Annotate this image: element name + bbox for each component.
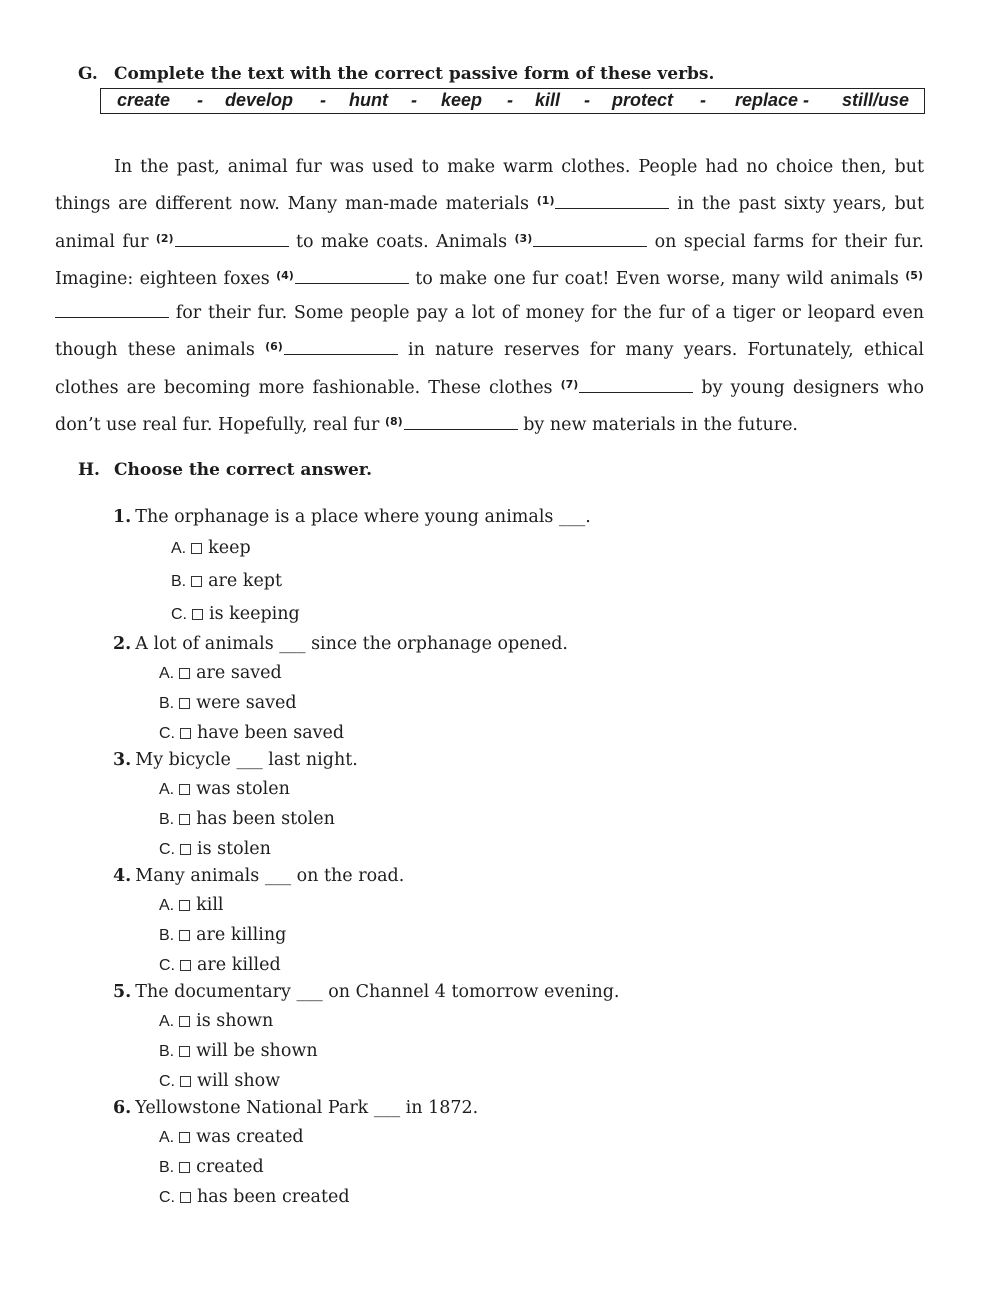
question-number: 5. bbox=[113, 982, 132, 1002]
option-text: is stolen bbox=[197, 839, 271, 859]
paragraph-text: on special farms for their fur. Imagine: eighteen foxes bbox=[55, 231, 924, 289]
blank-1-field[interactable] bbox=[555, 190, 669, 209]
option-letter: C. bbox=[159, 957, 175, 974]
blank-number: (6) bbox=[265, 340, 283, 354]
checkbox-icon[interactable] bbox=[192, 609, 203, 620]
q4-option-a[interactable] bbox=[159, 895, 224, 915]
question-5 bbox=[113, 982, 620, 1002]
q1-option-a[interactable] bbox=[171, 538, 251, 558]
option-text: have been saved bbox=[197, 723, 345, 743]
option-letter: C. bbox=[171, 606, 187, 623]
paragraph-text: In the past, animal fur was used to make warm clothes. People had no choice then, but things are different now. Many man-made materials bbox=[55, 157, 924, 215]
option-text: has been created bbox=[197, 1187, 350, 1207]
option-letter: A. bbox=[159, 781, 175, 798]
q1-option-b[interactable] bbox=[171, 571, 282, 591]
word-separator: - bbox=[411, 90, 417, 110]
option-letter: C. bbox=[159, 725, 175, 742]
word-item: kill bbox=[535, 90, 561, 110]
checkbox-icon[interactable] bbox=[180, 960, 191, 971]
checkbox-icon[interactable] bbox=[179, 930, 190, 941]
q6-option-a[interactable] bbox=[159, 1127, 304, 1147]
q3-option-c[interactable] bbox=[159, 839, 271, 859]
q2-option-b[interactable] bbox=[159, 693, 297, 713]
blank-number: (1) bbox=[536, 194, 555, 208]
word-separator: - bbox=[584, 90, 590, 110]
question-number: 6. bbox=[113, 1098, 132, 1118]
option-text: are kept bbox=[208, 571, 283, 591]
blank-6-field[interactable] bbox=[284, 336, 398, 355]
paragraph-text: by new materials in the future. bbox=[517, 415, 798, 436]
q4-option-b[interactable] bbox=[159, 925, 286, 945]
q3-option-a[interactable] bbox=[159, 779, 290, 799]
blank-4-field[interactable] bbox=[295, 265, 409, 284]
question-6 bbox=[113, 1098, 478, 1118]
checkbox-icon[interactable] bbox=[179, 814, 190, 825]
blank-number: (2) bbox=[155, 231, 174, 245]
checkbox-icon[interactable] bbox=[180, 728, 191, 739]
question-1 bbox=[113, 507, 591, 527]
option-letter: B. bbox=[159, 927, 175, 944]
option-text: kill bbox=[196, 895, 224, 915]
verb-word-box bbox=[100, 88, 925, 114]
word-item: keep bbox=[441, 90, 483, 110]
paragraph-text: in nature reserves for many years. Fortunately, ethical clothes are becoming more fashionable. These clothes bbox=[55, 340, 924, 398]
word-item: create bbox=[117, 90, 171, 110]
option-letter: C. bbox=[159, 1073, 175, 1090]
checkbox-icon[interactable] bbox=[180, 1076, 191, 1087]
paragraph-text: for their fur. Some people pay a lot of money for the fur of a tiger or leopard even though these animals bbox=[55, 303, 924, 361]
option-letter: C. bbox=[159, 1189, 175, 1206]
blank-number: (5) bbox=[905, 268, 923, 282]
q5-option-a[interactable] bbox=[159, 1011, 273, 1031]
checkbox-icon[interactable] bbox=[180, 844, 191, 855]
fill-in-paragraph bbox=[55, 150, 924, 442]
option-letter: A. bbox=[159, 897, 175, 914]
question-text: The documentary ___ on Channel 4 tomorrow evening. bbox=[135, 982, 620, 1002]
word-separator: - bbox=[700, 90, 706, 110]
section-title: Complete the text with the correct passive form of these verbs. bbox=[114, 64, 715, 84]
checkbox-icon[interactable] bbox=[180, 1192, 191, 1203]
question-number: 3. bbox=[113, 750, 132, 770]
word-separator: - bbox=[197, 90, 203, 110]
option-text: are saved bbox=[196, 663, 282, 683]
section-title: Choose the correct answer. bbox=[114, 460, 373, 480]
blank-3-field[interactable] bbox=[533, 228, 647, 247]
q4-option-c[interactable] bbox=[159, 955, 281, 975]
word-separator: - bbox=[320, 90, 326, 110]
checkbox-icon[interactable] bbox=[179, 668, 190, 679]
option-text: is keeping bbox=[209, 604, 300, 624]
question-text: Many animals ___ on the road. bbox=[135, 866, 405, 886]
q3-option-b[interactable] bbox=[159, 809, 335, 829]
word-item: develop bbox=[225, 90, 294, 110]
checkbox-icon[interactable] bbox=[179, 900, 190, 911]
q2-option-a[interactable] bbox=[159, 663, 282, 683]
blank-number: (8) bbox=[384, 415, 403, 429]
question-3 bbox=[113, 750, 358, 770]
question-text: A lot of animals ___ since the orphanage opened. bbox=[135, 634, 568, 654]
option-text: are killing bbox=[196, 925, 287, 945]
blank-8-field[interactable] bbox=[404, 411, 518, 430]
q5-option-b[interactable] bbox=[159, 1041, 318, 1061]
blank-7-field[interactable] bbox=[579, 374, 693, 393]
option-text: were saved bbox=[196, 693, 297, 713]
section-letter: G. bbox=[78, 64, 98, 84]
option-text: will show bbox=[197, 1071, 281, 1091]
word-item: still/use bbox=[842, 90, 910, 110]
checkbox-icon[interactable] bbox=[179, 698, 190, 709]
paragraph-text: in the past sixty years, but animal fur bbox=[55, 194, 924, 252]
option-text: created bbox=[196, 1157, 264, 1177]
option-letter: A. bbox=[159, 665, 175, 682]
checkbox-icon[interactable] bbox=[179, 1162, 190, 1173]
q2-option-c[interactable] bbox=[159, 723, 344, 743]
q1-option-c[interactable] bbox=[171, 604, 300, 624]
paragraph-text: to make one fur coat! Even worse, many wild animals bbox=[408, 268, 906, 289]
q5-option-c[interactable] bbox=[159, 1071, 280, 1091]
option-text: keep bbox=[208, 538, 251, 558]
option-letter: A. bbox=[171, 540, 187, 557]
question-number: 4. bbox=[113, 866, 132, 886]
paragraph-text: by young designers who don’t use real fur. Hopefully, real fur bbox=[55, 377, 924, 436]
option-text: will be shown bbox=[196, 1041, 318, 1061]
question-text: Yellowstone National Park ___ in 1872. bbox=[135, 1098, 479, 1118]
section-h-heading bbox=[78, 460, 372, 480]
option-letter: B. bbox=[159, 1159, 175, 1176]
checkbox-icon[interactable] bbox=[191, 543, 202, 554]
q6-option-b[interactable] bbox=[159, 1157, 264, 1177]
checkbox-icon[interactable] bbox=[179, 1016, 190, 1027]
checkbox-icon[interactable] bbox=[179, 1132, 190, 1143]
blank-number: (3) bbox=[514, 231, 533, 245]
word-item: replace - bbox=[735, 90, 810, 110]
question-text: The orphanage is a place where young animals ___. bbox=[135, 507, 591, 527]
blank-number: (7) bbox=[560, 377, 579, 391]
question-4 bbox=[113, 866, 404, 886]
option-letter: B. bbox=[159, 695, 175, 712]
option-letter: B. bbox=[159, 1043, 175, 1060]
option-letter: C. bbox=[159, 841, 175, 858]
option-text: was created bbox=[196, 1127, 304, 1147]
option-letter: B. bbox=[171, 573, 187, 590]
option-text: has been stolen bbox=[196, 809, 335, 829]
blank-number: (4) bbox=[276, 268, 294, 282]
question-number: 2. bbox=[113, 634, 132, 654]
option-text: are killed bbox=[197, 955, 281, 975]
checkbox-icon[interactable] bbox=[179, 784, 190, 795]
question-text: My bicycle ___ last night. bbox=[135, 750, 358, 770]
word-item: protect bbox=[612, 90, 674, 110]
option-text: was stolen bbox=[196, 779, 290, 799]
q6-option-c[interactable] bbox=[159, 1187, 350, 1207]
question-number: 1. bbox=[113, 507, 132, 527]
question-2 bbox=[113, 634, 568, 654]
checkbox-icon[interactable] bbox=[191, 576, 202, 587]
option-letter: A. bbox=[159, 1129, 175, 1146]
section-g-heading bbox=[78, 64, 714, 84]
word-item: hunt bbox=[349, 90, 388, 110]
blank-2-field[interactable] bbox=[175, 228, 289, 247]
paragraph-text: to make coats. Animals bbox=[288, 231, 515, 252]
option-text: is shown bbox=[196, 1011, 274, 1031]
word-separator: - bbox=[507, 90, 513, 110]
checkbox-icon[interactable] bbox=[179, 1046, 190, 1057]
option-letter: A. bbox=[159, 1013, 175, 1030]
option-letter: B. bbox=[159, 811, 175, 828]
section-letter: H. bbox=[78, 460, 100, 480]
blank-5-field[interactable] bbox=[55, 299, 169, 318]
